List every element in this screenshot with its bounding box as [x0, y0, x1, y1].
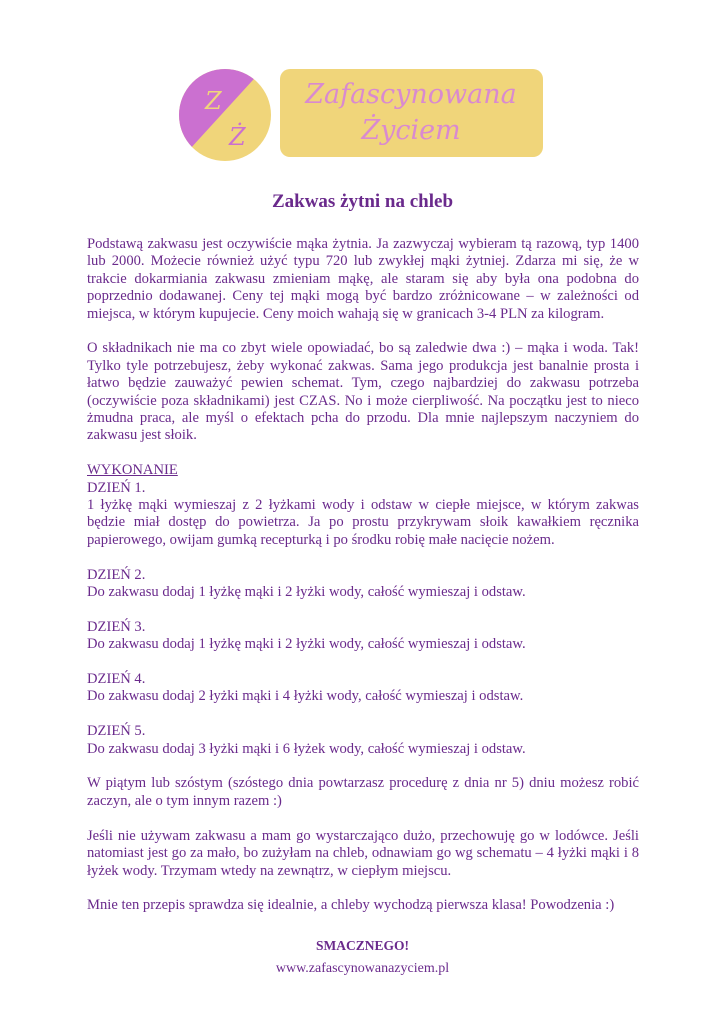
day-2-label: DZIEŃ 2. — [87, 566, 146, 583]
intro-paragraph-2: O składnikach nie ma co zbyt wiele opowiadać, bo są zaledwie dwa :) – mąka i woda. Tak! Tylko tyle potrzebujesz, żeby wykonać zakwas. Sama jego produkcja jest banalnie prosta i łatwo będzie zauważyć pewien schemat. Tym, czego najbardziej do zakwasu potrzeba (oczywiście poza składnikami) jest CZAS. No i może cierpliwość. Na początku jest to nieco żmudna praca, ale myśl o efektach pcha do przodu. Dla mnie najlepszym naczyniem do zakwasu jest słoik. — [87, 340, 639, 444]
day-3-text: Do zakwasu dodaj 1 łyżkę mąki i 2 łyżki wody, całość wymieszaj i odstaw. — [87, 636, 526, 653]
closing-paragraph-1: W piątym lub szóstym (szóstego dnia powtarzasz procedurę z dnia nr 5) dniu możesz robić zaczyn, ale o tym innym razem :) — [87, 775, 639, 809]
day-4-label: DZIEŃ 4. — [87, 671, 146, 688]
signoff: SMACZNEGO! — [315, 938, 409, 953]
closing-paragraph-3: Mnie ten przepis sprawdza się idealnie, a chleby wychodzą pierwsza klasa! Powodzenia :) — [87, 897, 615, 914]
day-3-label: DZIEŃ 3. — [87, 618, 146, 635]
logo-monogram-graphic — [179, 69, 271, 161]
logo-monogram-top: Z — [205, 87, 222, 115]
recipe-body — [87, 236, 639, 915]
recipe-title: Zakwas żytni na chleb — [271, 191, 454, 212]
day-5-label: DZIEŃ 5. — [87, 723, 146, 740]
day-2-text: Do zakwasu dodaj 1 łyżkę mąki i 2 łyżki wody, całość wymieszaj i odstaw. — [87, 584, 526, 601]
day-1-label: DZIEŃ 1. — [87, 479, 146, 496]
logo-line-2: Życiem — [361, 115, 461, 146]
logo-line-1: Zafascynowana — [305, 79, 517, 110]
logo-monogram — [179, 69, 271, 161]
closing-paragraph-2: Jeśli nie używam zakwasu a mam go wystarczająco dużo, przechowuję go w lodówce. Jeśli natomiast jest go za mało, bo zużyłam na chleb, odnawiam go wg schematu – 4 łyżki mąki i 8 łyżek wody. Trzymam wtedy na zewnątrz, w ciepłym miejscu. — [87, 827, 639, 879]
intro-paragraph-1: Podstawą zakwasu jest oczywiście mąka żytnia. Ja zazwyczaj wybieram tą razową, typ 1400 lub 2000. Możecie również użyć typu 720 lub zwykłej mąki żytniej. Zdarza mi się, że w trakcie dokarmiania zakwasu zmieniam mąkę, ale staram się aby była ona podobna do poprzednio dodawanej. Ceny tej mąki mogą być bardzo zróżnicowane – w zależności od miejsca, w którym kupujecie. Ceny moich wahają się w granicach 3-4 PLN za kilogram. — [87, 236, 639, 322]
day-1-text: 1 łyżkę mąki wymieszaj z 2 łyżkami wody i odstaw w ciepłe miejsce, w którym zakwas będzie miał dostęp do powietrza. Ja po prostu przykrywam słoik kawałkiem ręcznika papierowego, owijam gumką recepturką i po środku robię małe nacięcie nożem. — [87, 497, 639, 548]
logo-banner-text — [280, 69, 543, 157]
website-url: www.zafascynowanazyciem.pl — [275, 961, 450, 976]
day-5-text: Do zakwasu dodaj 3 łyżki mąki i 6 łyżek wody, całość wymieszaj i odstaw. — [87, 740, 526, 757]
logo-banner — [280, 69, 543, 157]
day-4-text: Do zakwasu dodaj 2 łyżki mąki i 4 łyżki wody, całość wymieszaj i odstaw. — [87, 688, 524, 705]
logo-monogram-bottom: Ż — [229, 123, 246, 151]
section-heading-wykonanie: WYKONANIE — [87, 462, 178, 479]
